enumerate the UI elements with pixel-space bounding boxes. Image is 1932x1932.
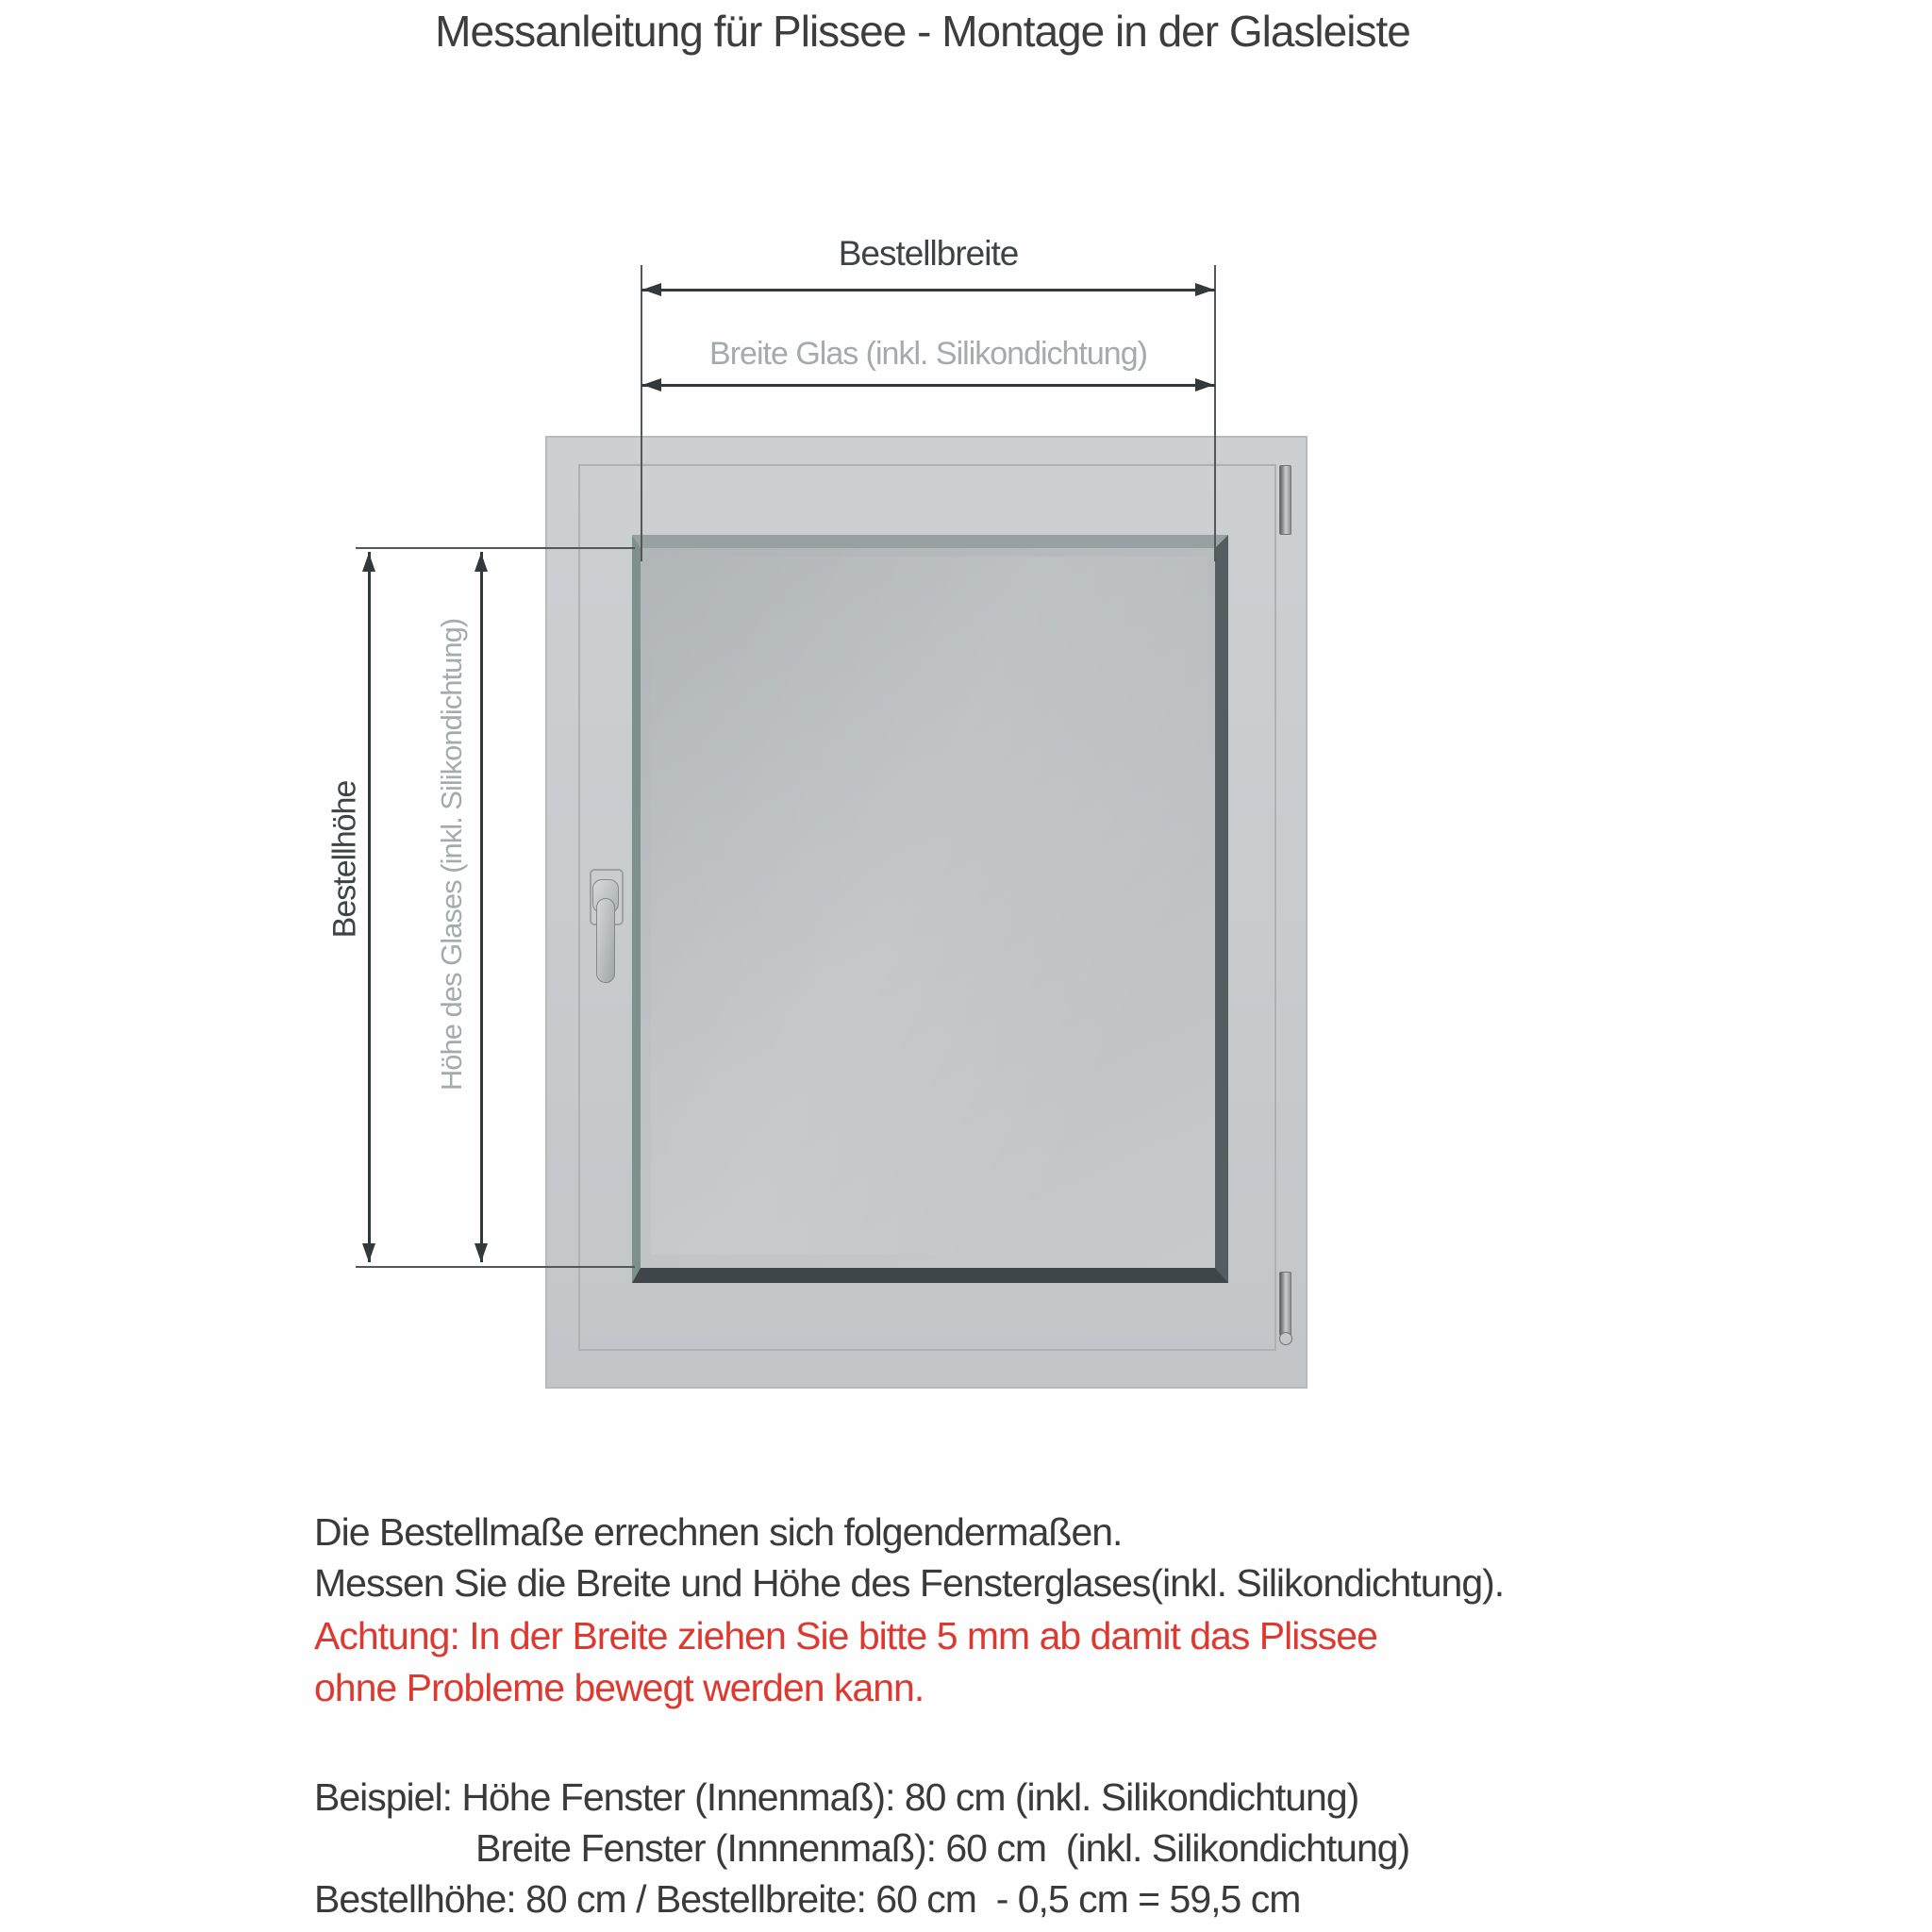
window-handle-grip [596,898,615,983]
arrowhead-left-icon [642,283,661,296]
example-line-3: Bestellhöhe: 80 cm / Bestellbreite: 60 cm - 0,5 cm = 59,5 cm [314,1877,1301,1921]
arrowhead-up-icon [475,553,488,572]
glass-height-dimension-line [480,552,483,1262]
window-hinge-knob [1279,1332,1292,1345]
order-width-label: Bestellbreite [838,234,1019,273]
page-title: Messanleitung für Plissee - Montage in der Glasleiste [435,7,1410,56]
instruction-line-2: Messen Sie die Breite und Höhe des Fensterglases(inkl. Silikondichtung). [314,1561,1505,1605]
order-height-label: Bestellhöhe [326,780,363,939]
height-extension-line-top [356,547,635,549]
width-extension-line-right [1214,265,1216,561]
glass-width-label: Breite Glas (inkl. Silikondichtung) [709,336,1147,372]
arrowhead-up-icon [362,553,375,572]
warning-line-2: ohne Probleme bewegt werden kann. [314,1666,924,1709]
glass-height-label: Höhe des Glases (inkl. Silikondichtung) [435,618,468,1091]
order-height-dimension-line [368,552,371,1262]
arrowhead-right-icon [1195,283,1214,296]
glass-width-dimension-line [641,384,1215,387]
arrowhead-down-icon [475,1243,488,1262]
width-extension-line-left [641,265,642,561]
arrowhead-down-icon [362,1243,375,1262]
warning-line-1: Achtung: In der Breite ziehen Sie bitte 5 mm ab damit das Plissee [314,1614,1377,1657]
glass-reflection [651,557,1208,1255]
example-line-2: Breite Fenster (Innnenmaß): 60 cm (inkl. Silikondichtung) [475,1826,1410,1870]
instruction-line-1: Die Bestellmaße errechnen sich folgendermaßen. [314,1510,1123,1554]
height-extension-line-bottom [356,1266,635,1268]
arrowhead-right-icon [1195,378,1214,391]
example-line-1: Beispiel: Höhe Fenster (Innenmaß): 80 cm (inkl. Silikondichtung) [314,1775,1359,1819]
order-width-dimension-line [641,289,1215,291]
window-hinge-top [1279,465,1291,535]
window-hinge-bottom [1279,1272,1291,1336]
arrowhead-left-icon [642,378,661,391]
